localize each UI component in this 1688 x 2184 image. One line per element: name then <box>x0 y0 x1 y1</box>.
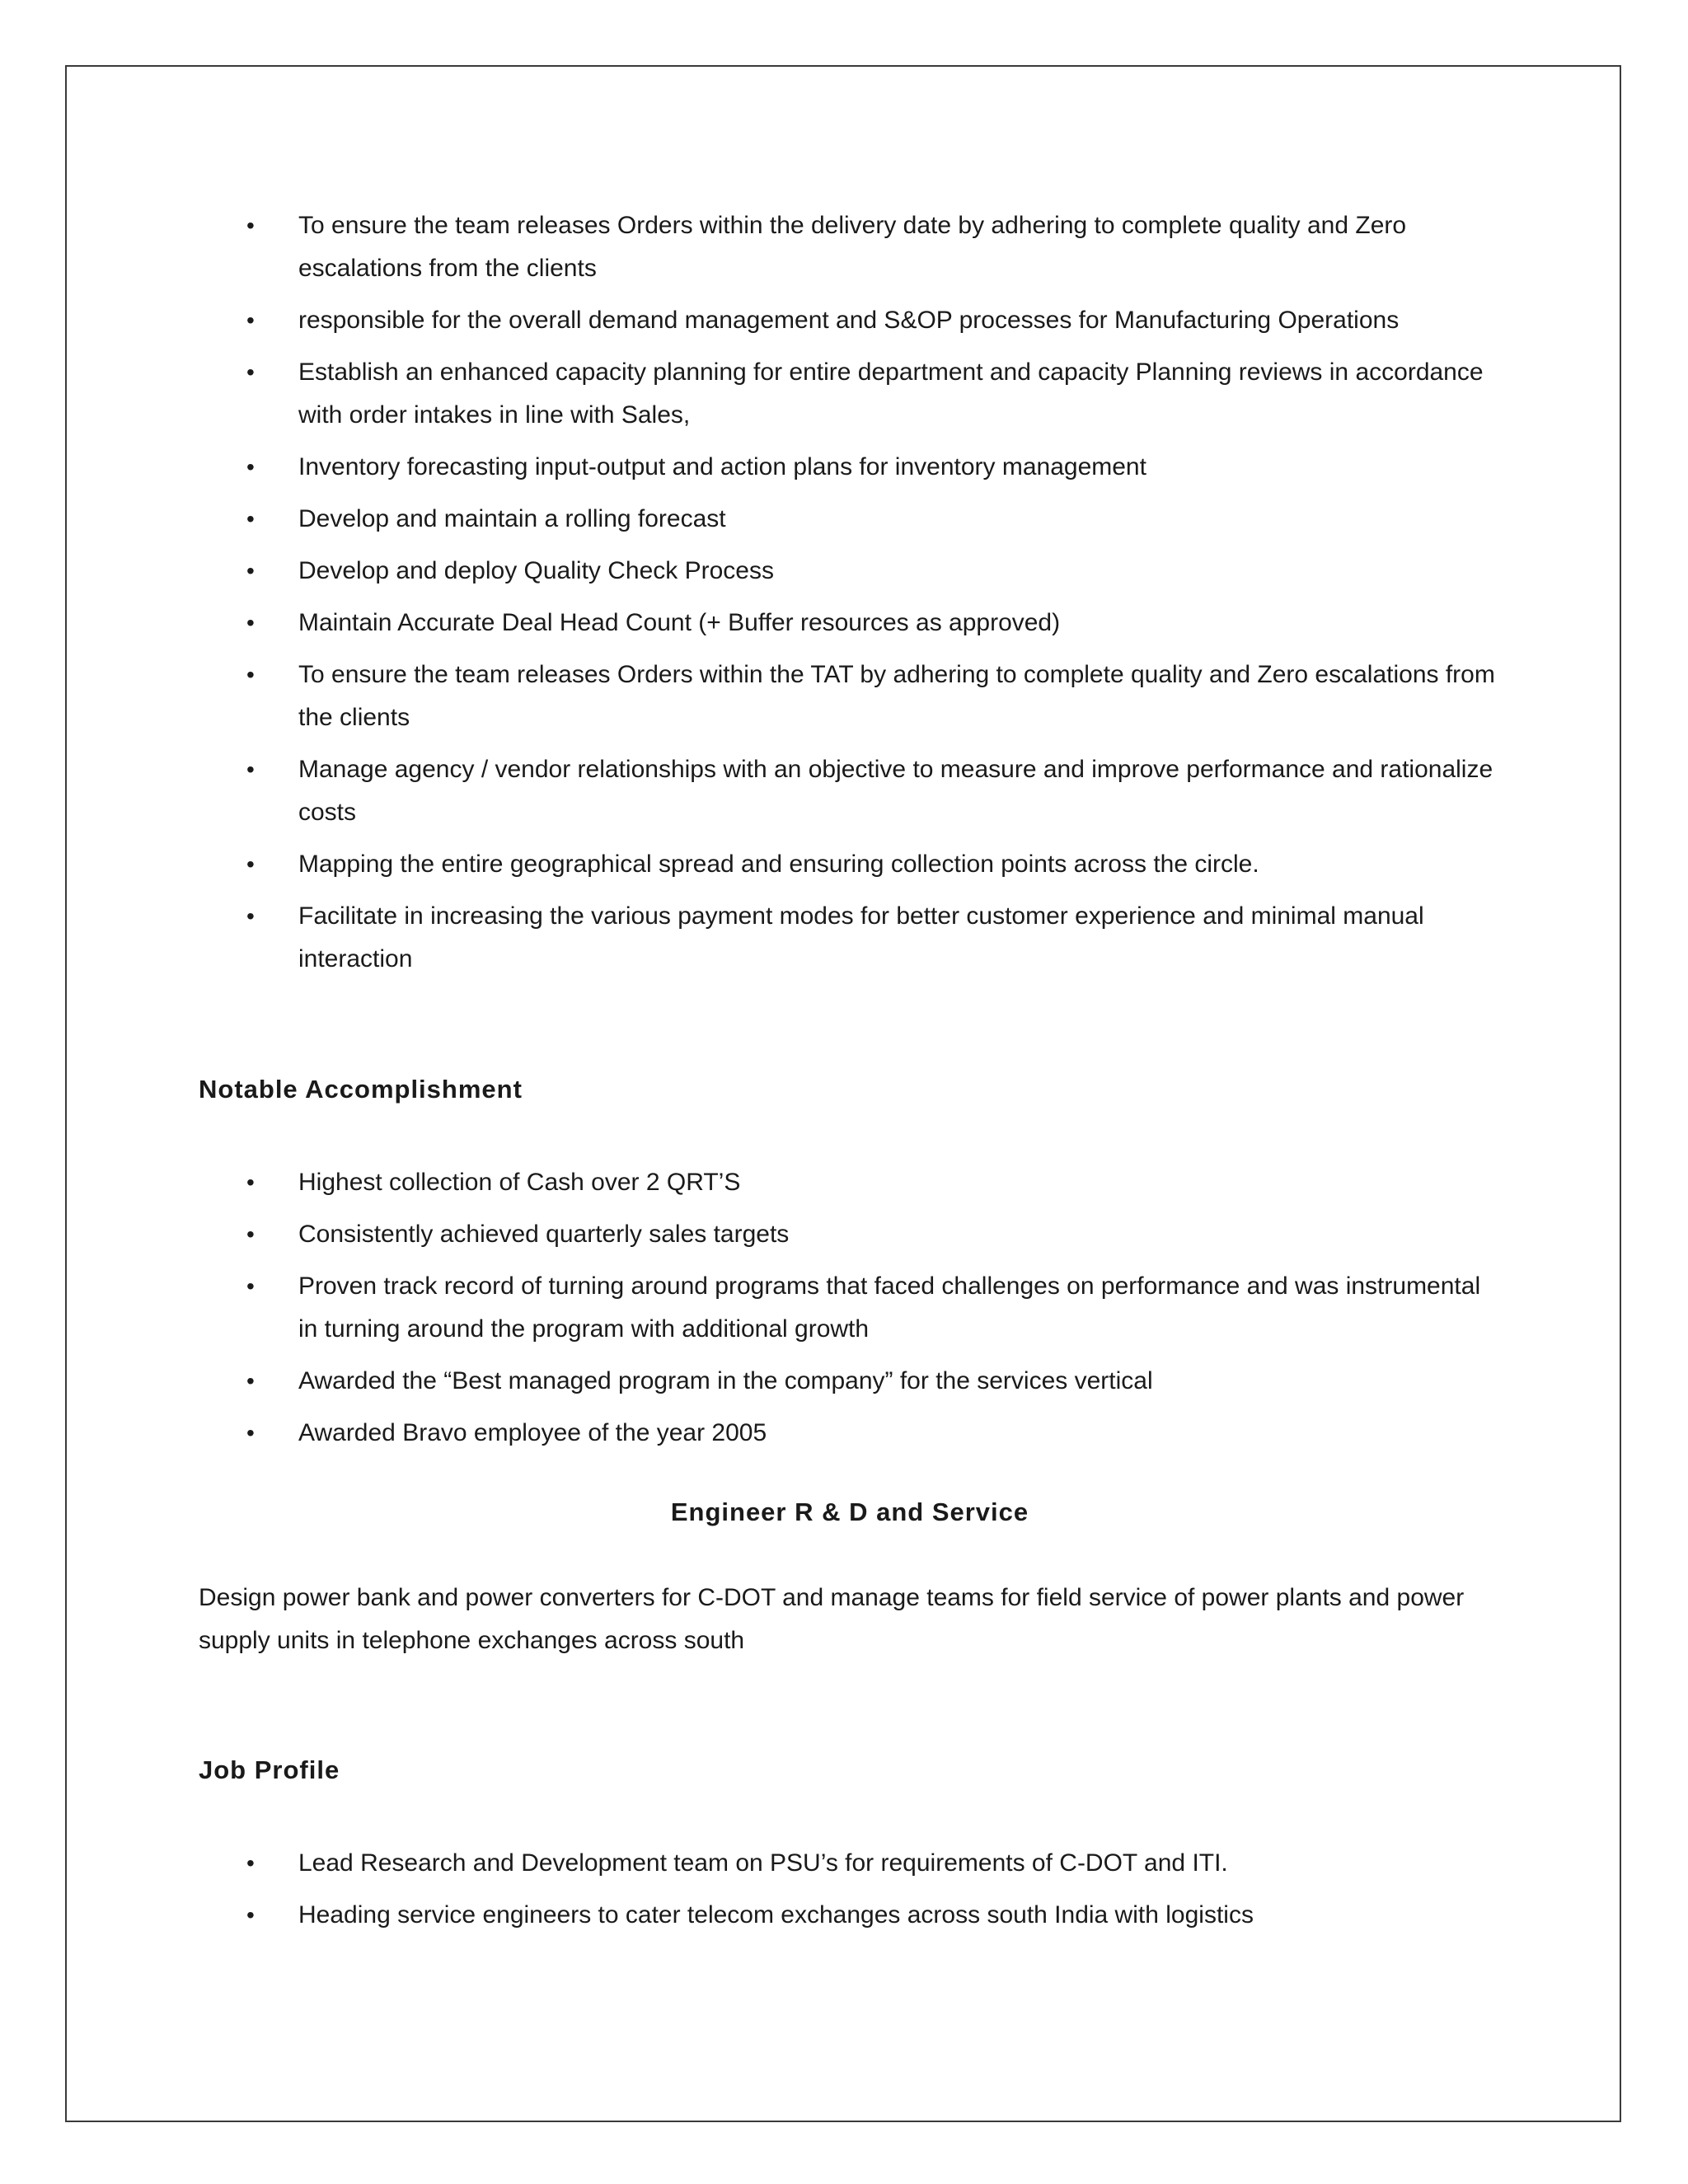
job-profile-list <box>199 1842 1501 1937</box>
list-item: • To ensure the team releases Orders within the TAT by adhering to complete quality and Zero escalations from the clients <box>199 654 1501 739</box>
job-profile-heading: Job Profile <box>199 1755 340 1784</box>
list-item: • Awarded Bravo employee of the year 2005 <box>199 1412 1501 1455</box>
bullet-icon: • <box>246 506 255 532</box>
bullet-icon: • <box>246 1368 255 1394</box>
list-item: • Inventory forecasting input-output and action plans for inventory management <box>199 446 1501 489</box>
list-item: • Heading service engineers to cater telecom exchanges across south India with logistics <box>199 1894 1501 1937</box>
bullet-icon: • <box>246 903 255 929</box>
responsibilities-list <box>199 204 1501 981</box>
list-item: • Mapping the entire geographical spread and ensuring collection points across the circle. <box>199 843 1501 886</box>
bullet-icon: • <box>246 307 255 333</box>
bullet-icon: • <box>246 213 255 238</box>
bullet-icon: • <box>246 1902 255 1928</box>
list-item: • Manage agency / vendor relationships with an objective to measure and improve performance and rationalize costs <box>199 748 1501 834</box>
list-item: • Maintain Accurate Deal Head Count (+ Buffer resources as approved) <box>199 602 1501 644</box>
document-content <box>199 204 1501 1946</box>
list-item: • Develop and deploy Quality Check Process <box>199 550 1501 593</box>
list-item: • Lead Research and Development team on PSU’s for requirements of C-DOT and ITI. <box>199 1842 1501 1885</box>
bullet-icon: • <box>246 1850 255 1876</box>
bullet-icon: • <box>246 1169 255 1195</box>
bullet-icon: • <box>246 610 255 635</box>
bullet-icon: • <box>246 558 255 583</box>
bullet-icon: • <box>246 1273 255 1299</box>
list-item: • Develop and maintain a rolling forecast <box>199 498 1501 541</box>
list-item: • responsible for the overall demand management and S&OP processes for Manufacturing Operations <box>199 299 1501 342</box>
list-item: • Establish an enhanced capacity planning for entire department and capacity Planning reviews in accordance with order intakes in line with Sales, <box>199 351 1501 437</box>
list-item: • Proven track record of turning around programs that faced challenges on performance and was instrumental in turning around the program with additional growth <box>199 1265 1501 1351</box>
list-item: • Consistently achieved quarterly sales targets <box>199 1213 1501 1256</box>
bullet-icon: • <box>246 1420 255 1446</box>
accomplishments-list <box>199 1161 1501 1455</box>
bullet-icon: • <box>246 757 255 782</box>
accomplishments-heading: Notable Accomplishment <box>199 1075 523 1104</box>
list-item: • Facilitate in increasing the various payment modes for better customer experience and minimal manual interaction <box>199 895 1501 981</box>
role-title: Engineer R & D and Service <box>670 1497 1029 1526</box>
bullet-icon: • <box>246 851 255 877</box>
role-description: Design power bank and power converters for C-DOT and manage teams for field service of power plants and power supply units in telephone exchanges across south <box>199 1584 1465 1654</box>
bullet-icon: • <box>246 662 255 687</box>
list-item: • To ensure the team releases Orders within the delivery date by adhering to complete quality and Zero escalations from the clients <box>199 204 1501 290</box>
list-item: • Awarded the “Best managed program in the company” for the services vertical <box>199 1360 1501 1403</box>
bullet-icon: • <box>246 1221 255 1247</box>
list-item: • Highest collection of Cash over 2 QRT’S <box>199 1161 1501 1204</box>
bullet-icon: • <box>246 454 255 480</box>
bullet-icon: • <box>246 359 255 385</box>
